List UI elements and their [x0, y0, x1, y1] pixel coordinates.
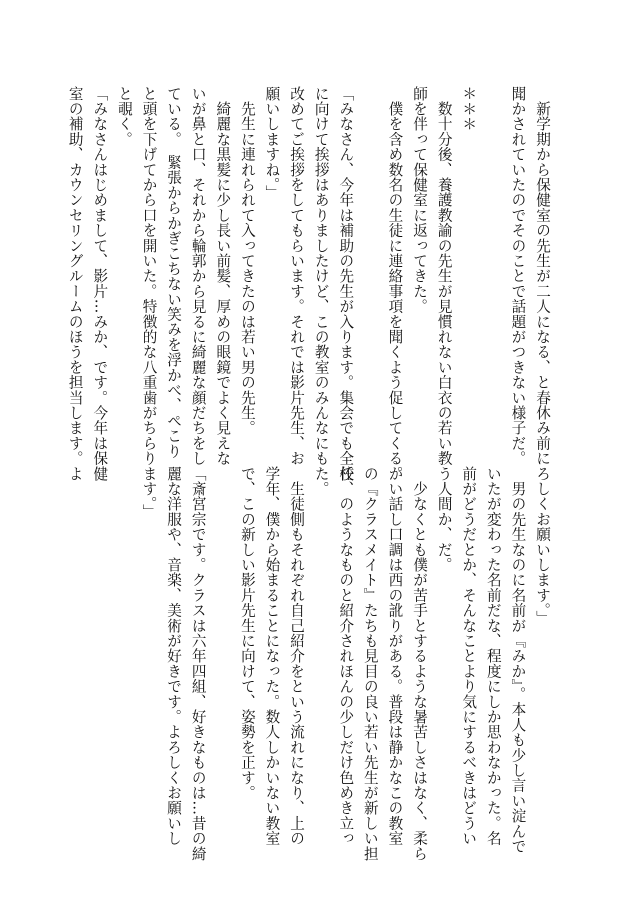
text-column: と頭を下げてから口を開いた。特徴的な八重歯がちらり — [140, 86, 158, 466]
text-column: 麗な洋服や、音楽、美術が好きです。よろしくお願いし — [165, 466, 183, 846]
text-column: 前がどうだとか、そんなことより気にするべきはどうい — [460, 466, 478, 846]
text-column: 学年、僕から始まることになった。数人しかいない教室 — [263, 466, 281, 846]
upper-text-block — [62, 86, 554, 482]
text-column: いたが変わった名前だな、程度にしか思わなかった。名 — [484, 466, 502, 846]
text-column: で、この新しい影片先生に向けて、姿勢を正す。 — [238, 466, 256, 801]
text-column: 「みなさん、今年は補助の先生が入ります。集会でも全校 — [337, 86, 355, 482]
text-column: 新学期から保健室の先生が二人になる、と春休み前に — [534, 86, 551, 466]
text-column: 聞かされていたのでそのことで話題がつきない様子だ。 — [509, 86, 527, 466]
text-column: 綺麗な黒髪に少し長い前髪、厚めの眼鏡でよく見えな — [214, 86, 232, 466]
text-column: 数十分後、養護教諭の先生が見慣れない白衣の若い教 — [435, 86, 453, 466]
text-column: 先生に連れられて入ってきたのは若い男の先生。 — [238, 86, 256, 436]
text-column: 「みなさんはじめまして、影片…みか、です。今年は保健 — [91, 86, 109, 482]
text-column: ろしくお願いします。」 — [534, 466, 551, 626]
text-column: 生徒側もそれぞれ自己紹介をという流れになり、上の — [288, 466, 306, 846]
text-column: 願いしますね。」 — [263, 86, 281, 201]
text-column — [480, 86, 505, 441]
text-column: 任、のようなものと紹介されほんの少しだけ色めき立っ — [337, 466, 355, 846]
text-column: 「斎宮宗です。クラスは六年四組、好きなものは…昔の綺 — [189, 466, 207, 862]
text-column: 師を伴って保健室に返ってきた。 — [411, 86, 429, 314]
text-column: と覗く。 — [115, 86, 133, 147]
text-column: に向けて挨拶はありましたけど、この教室のみんなにも — [312, 86, 330, 466]
text-column: 改めてご挨拶をしてもらいます。それでは影片先生、お — [288, 86, 306, 466]
text-column: ます。」 — [140, 466, 158, 520]
text-column: の『クラスメイト』たちも見目の良い若い先生が新しい担 — [361, 466, 379, 862]
text-column: 男の先生なのに名前が『みか』。本人も少し言い淀んで — [509, 466, 527, 854]
scene-break: ＊＊＊ — [460, 86, 478, 132]
text-column: 少なくとも僕が苦手とするような暑苦しさはなく、柔ら — [411, 466, 429, 862]
text-column: かい話し口調は西の訛りがある。普段は静かなこの教室 — [386, 466, 404, 846]
text-column — [357, 86, 382, 441]
text-column: た。 — [312, 466, 330, 497]
text-column — [210, 466, 235, 826]
lower-text-block — [136, 466, 554, 862]
text-column: 室の補助、カウンセリングルームのほうを担当します。よ — [66, 86, 84, 482]
text-column: う人間か、だ。 — [435, 466, 453, 573]
text-column: いが鼻と口、それから輪郭から見るに綺麗な顔だちをし — [189, 86, 207, 466]
text-column: 僕を含め数名の生徒に連絡事項を聞くよう促してくる。 — [386, 86, 404, 482]
text-column: ている。 緊張からかぎこちない笑みを浮かべ、ぺこり — [165, 86, 183, 459]
